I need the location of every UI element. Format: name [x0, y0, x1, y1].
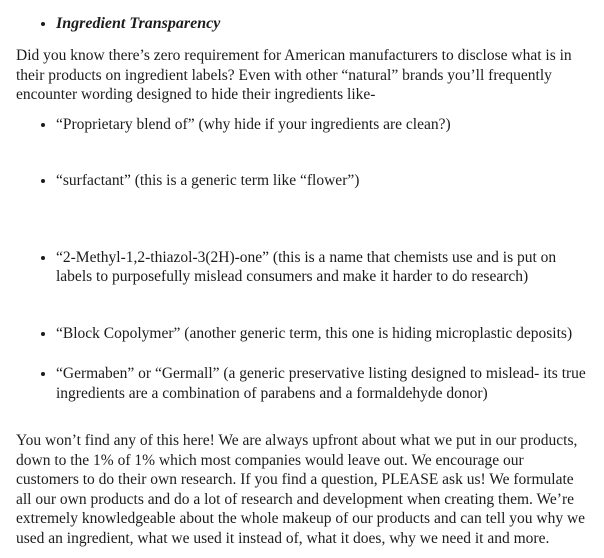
section-heading-item — [56, 14, 588, 34]
list-item-surfactant: • “surfactant” (this is a generic term like “flower”) — [56, 171, 588, 191]
hidden-ingredient-terms-list — [16, 115, 588, 404]
section-heading-text: Ingredient Transparency — [56, 15, 221, 32]
section-heading-list — [16, 14, 588, 34]
list-item-block-copolymer: • “Block Copolymer” (another generic term, this one is hiding microplastic deposits) — [56, 324, 588, 344]
list-item-proprietary-blend: • “Proprietary blend of” (why hide if your ingredients are clean?) — [56, 115, 588, 135]
list-item-germaben-germall: • “Germaben” or “Germall” (a generic preservative listing designed to mislead- its true ingredients are a combination of parabens and a formaldehyde donor) — [56, 364, 588, 403]
intro-paragraph: Did you know there’s zero requirement for American manufacturers to disclose what is in their products on ingredient labels? Even with other “natural” brands you’ll frequently encounter wording designed to hide their ingredients like- — [16, 47, 572, 103]
closing-paragraph: You won’t find any of this here! We are always upfront about what we put in our products, down to the 1% of 1% which most companies would leave out. We encourage our customers to do their own research. If you find a question, PLEASE ask us! We formulate all our own products and do a lot of research and development when creating them. We’re extremely knowledgeable about the whole makeup of our products and can tell you why we used an ingredient, what we used it instead of, what it does, why we need it and more. — [16, 432, 586, 547]
list-item-methyl-thiazol: • “2-Methyl-1,2-thiazol-3(2H)-one” (this is a name that chemists use and is put on labels to purposefully mislead consumers and make it harder to do research) — [56, 248, 588, 287]
section-heading-bold — [56, 15, 220, 32]
